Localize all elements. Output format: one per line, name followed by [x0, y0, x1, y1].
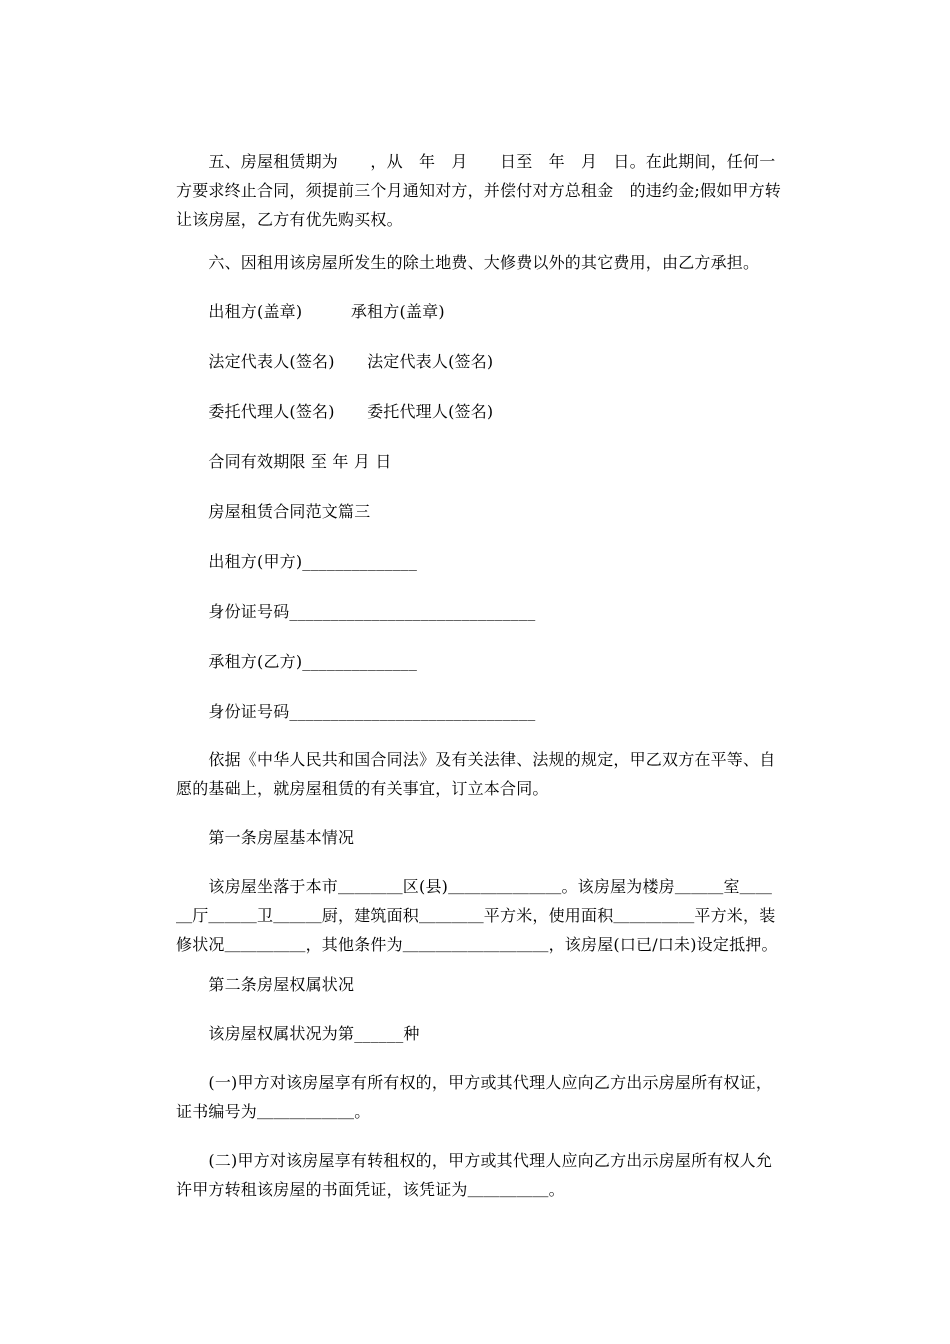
article-one-heading: 第一条房屋基本情况 [176, 828, 355, 847]
paragraph-seal-line: 出租方(盖章) 承租方(盖章) [176, 302, 445, 321]
paragraph-ownership-one: (一)甲方对该房屋享有所有权的，甲方或其代理人应向乙方出示房屋所有权证，证书编号为＿＿＿＿＿＿。 [176, 1073, 773, 1121]
article-two-heading: 第二条房屋权属状况 [176, 975, 355, 994]
paragraph-house-details: 该房屋坐落于本市＿＿＿＿区(县)＿＿＿＿＿＿＿。该房屋为楼房＿＿＿室＿＿＿厅＿＿＿卫＿＿＿厨，建筑面积＿＿＿＿平方米，使用面积＿＿＿＿＿平方米，装修状况＿＿＿＿＿，其他条件为＿＿＿＿＿＿＿＿＿，该房屋(口已/口未)设定抵押。 [176, 877, 778, 954]
paragraph-lease-term: 五、房屋租赁期为 ，从 年 月 日至 年 月 日。在此期间，任何一方要求终止合同，须提前三个月通知对方，并偿付对方总租金 的违约金;假如甲方转让该房屋，乙方有优先购买权。 [176, 152, 781, 229]
paragraph-ownership-type: 该房屋权属状况为第______种 [176, 1024, 420, 1043]
paragraph-other-costs: 六、因租用该房屋所发生的除土地费、大修费以外的其它费用，由乙方承担。 [176, 253, 760, 272]
paragraph-legal-basis: 依据《中华人民共和国合同法》及有关法律、法规的规定，甲乙双方在平等、自愿的基础上，就房屋租赁的有关事宜，订立本合同。 [176, 750, 776, 798]
paragraph-legal-rep-line: 法定代表人(签名) 法定代表人(签名) [176, 352, 494, 371]
lessor-id-field: 身份证号码______________________________ [176, 602, 536, 621]
lessee-id-field: 身份证号码______________________________ [176, 702, 536, 721]
lessor-field: 出租方(甲方)______________ [176, 552, 418, 571]
section-heading-template-three: 房屋租赁合同范文篇三 [176, 502, 371, 521]
paragraph-ownership-two: (二)甲方对该房屋享有转租权的，甲方或其代理人应向乙方出示房屋所有权人允许甲方转租该房屋的书面凭证，该凭证为＿＿＿＿＿。 [176, 1151, 773, 1199]
paragraph-validity: 合同有效期限 至 年 月 日 [176, 452, 392, 471]
paragraph-agent-line: 委托代理人(签名) 委托代理人(签名) [176, 402, 494, 421]
lessee-field: 承租方(乙方)______________ [176, 652, 418, 671]
